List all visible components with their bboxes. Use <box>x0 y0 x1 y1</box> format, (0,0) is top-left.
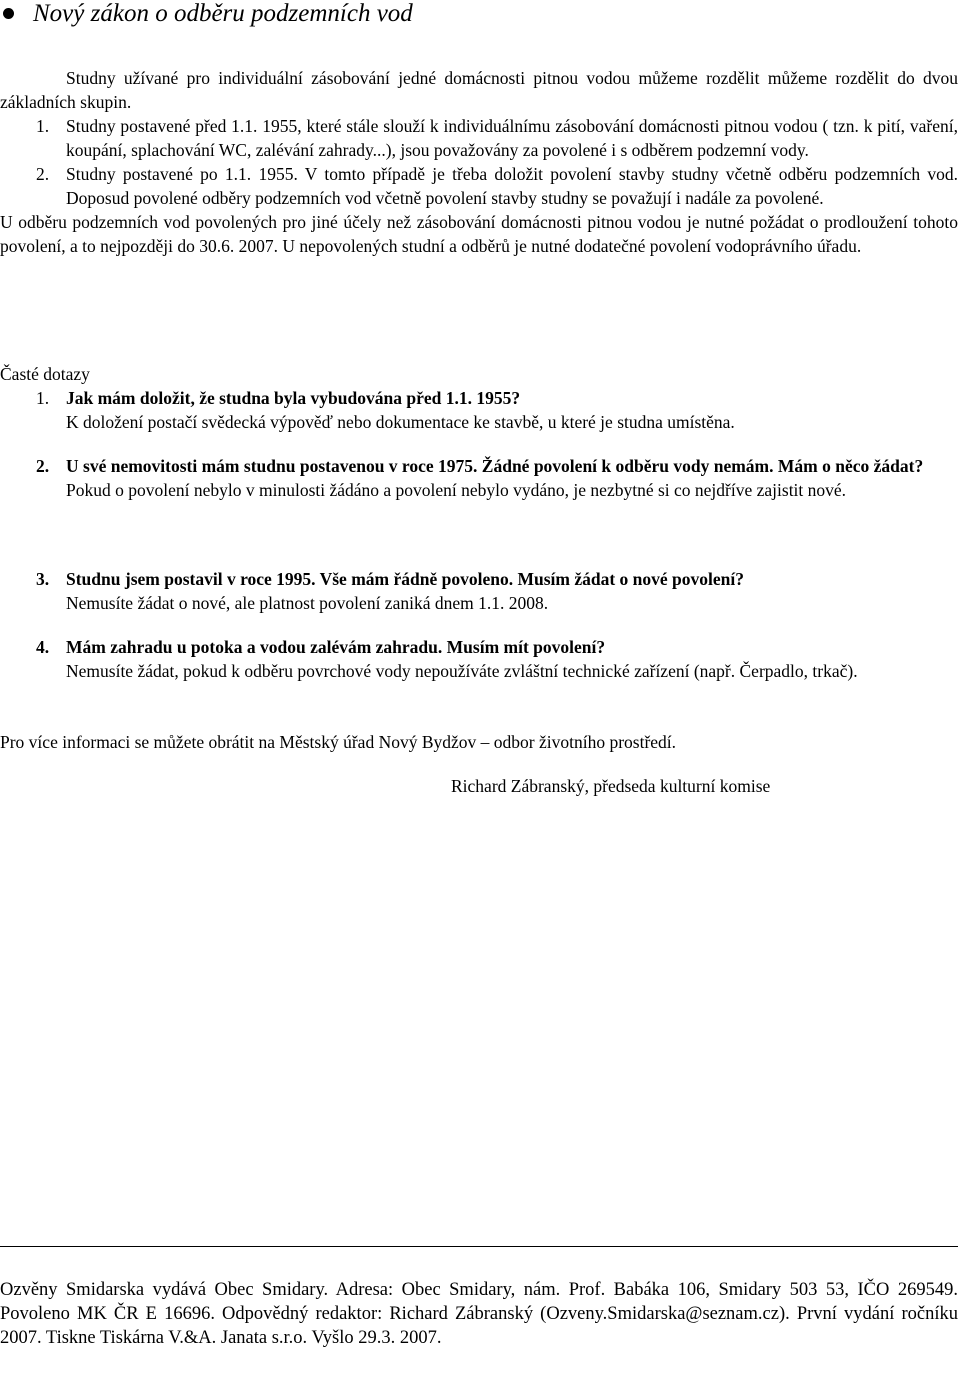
more-info <box>0 730 958 754</box>
faq-answer: K doložení postačí svědecká výpověď nebo dokumentace ke stavbě, u které je studna umístěna. <box>66 412 735 432</box>
footer-text: Ozvěny Smidarska vydává Obec Smidary. Adresa: Obec Smidary, nám. Prof. Babáka 106, Smidary 503 53, IČO 269549. Povoleno MK ČR E 16696. Odpovědný redaktor: Richard Zábranský (Ozveny.Smidarska@seznam.cz). První vydání ročníku 2007. Tiskne Tiskárna V.&A. Janata s.r.o. Vyšlo 29.3. 2007. <box>0 1280 958 1348</box>
signature: Richard Zábranský, předseda kulturní komise <box>451 776 771 796</box>
intro-item-text: Studny postavené po 1.1. 1955. V tomto případě je třeba doložit povolení stavby studny včetně odběru podzemních vod. Doposud povolené odběry podzemních vod včetně povolení stavby studny se považují i nadále za povolené. <box>66 164 958 208</box>
faq-item-number: 4. <box>36 637 50 657</box>
intro-paragraph: U odběru podzemních vod povolených pro jiné účely než zásobování domácnosti pitnou vodou je nutné požádat o prodloužení tohoto povolení, a to nejpozději do 30.6. 2007. U nepovolených studní a odběrů je nutné dodatečné povolení vodoprávního úřadu. <box>0 212 958 256</box>
article-title: Nový zákon o odběru podzemních vod <box>33 0 413 27</box>
faq-item-number: 2. <box>36 456 50 476</box>
faq-question: Mám zahradu u potoka a vodou zalévám zahradu. Musím mít povolení? <box>66 637 606 657</box>
more-info-text: Pro více informaci se můžete obrátit na Městský úřad Nový Bydžov – odbor životního prostředí. <box>0 732 677 752</box>
faq-item-2 <box>0 454 958 502</box>
intro-section <box>0 66 958 258</box>
bullet-icon <box>3 8 14 19</box>
faq-item-1 <box>0 386 958 434</box>
faq-item-number: 3. <box>36 569 50 589</box>
faq-question: Jak mám doložit, že studna byla vybudována před 1.1. 1955? <box>66 388 521 408</box>
intro-first-paragraph: Studny užívané pro individuální zásobování jedné domácnosti pitnou vodou můžeme rozdělit můžeme rozdělit do dvou základních skupin. <box>0 68 958 112</box>
faq-heading: Časté dotazy <box>0 364 90 384</box>
intro-item <box>0 114 958 162</box>
intro-item-number: 2. <box>36 164 50 184</box>
intro-item-number: 1. <box>36 116 50 136</box>
faq-question: U své nemovitosti mám studnu postavenou v roce 1975. Žádné povolení k odběru vody nemám. Mám o něco žádat? <box>66 456 924 476</box>
faq-answer: Pokud o povolení nebylo v minulosti žádáno a povolení nebylo vydáno, je nezbytné si co nejdříve zajistit nové. <box>66 480 847 500</box>
faq-section <box>0 362 958 386</box>
faq-answer: Nemusíte žádat o nové, ale platnost povolení zaniká dnem 1.1. 2008. <box>66 593 549 613</box>
footer <box>0 1278 958 1350</box>
intro-item-text: Studny postavené před 1.1. 1955, které stále slouží k individuálnímu zásobování domácnosti pitnou vodou ( tzn. k pití, vaření, koupání, splachování WC, zalévání zahrady...), jsou považovány za povolené i s odběrem podzemní vody. <box>66 116 958 160</box>
faq-item-3 <box>0 567 958 615</box>
faq-question: Studnu jsem postavil v roce 1995. Vše mám řádně povoleno. Musím žádat o nové povolení? <box>66 569 744 589</box>
faq-item-4 <box>0 635 958 683</box>
faq-item-number: 1. <box>36 388 50 408</box>
faq-answer: Nemusíte žádat, pokud k odběru povrchové vody nepoužíváte zvláštní technické zařízení (např. Čerpadlo, trkač). <box>66 661 858 681</box>
intro-item <box>0 162 958 210</box>
footer-divider <box>0 1246 958 1247</box>
